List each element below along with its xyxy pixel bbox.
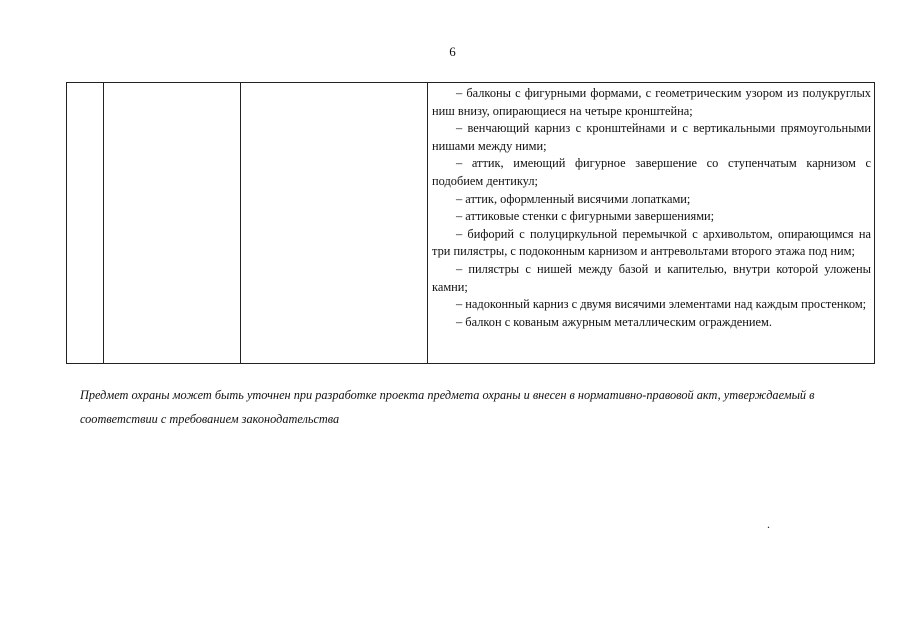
protection-subject-table: [66, 82, 875, 364]
page-number: 6: [449, 44, 456, 59]
list-item: – пилястры с нишей между базой и капителью, внутри которой уложены камни;: [432, 261, 871, 294]
table-cell-protection-items: [428, 83, 875, 364]
list-item: – бифорий с полуциркульной перемычкой с архивольтом, опирающимся на три пилястры, с подоконным карнизом и антревольтами второго этажа под ним;: [432, 226, 871, 259]
list-item: – балконы с фигурными формами, с геометрическим узором из полукруглых ниш внизу, опирающиеся на четыре кронштейна;: [432, 86, 871, 118]
list-item: – венчающий карниз с кронштейнами и с вертикальными прямоугольными нишами между ними;: [432, 121, 871, 153]
table-cell-name: [104, 83, 241, 364]
protection-items-list: [428, 83, 874, 333]
stray-mark: .: [767, 517, 770, 531]
table-cell-location: [241, 83, 428, 364]
list-item: – аттиковые стенки с фигурными завершениями;: [456, 209, 715, 224]
footnote-note: Предмет охраны может быть уточнен при разработке проекта предмета охраны и внесен в нормативно-правовой акт, утверждаемый в соответствии с требованием законодательства: [80, 388, 815, 426]
table-cell-number: [67, 83, 104, 364]
list-item: – аттик, имеющий фигурное завершение со ступенчатым карнизом с подобием дентикул;: [432, 156, 871, 188]
list-item: – аттик, оформленный висячими лопатками;: [456, 191, 691, 206]
list-item: – балкон с кованым ажурным металлическим ограждением.: [456, 314, 772, 329]
table-row: [67, 83, 875, 364]
list-item: – надоконный карниз с двумя висячими элементами над каждым простенком;: [456, 297, 867, 312]
